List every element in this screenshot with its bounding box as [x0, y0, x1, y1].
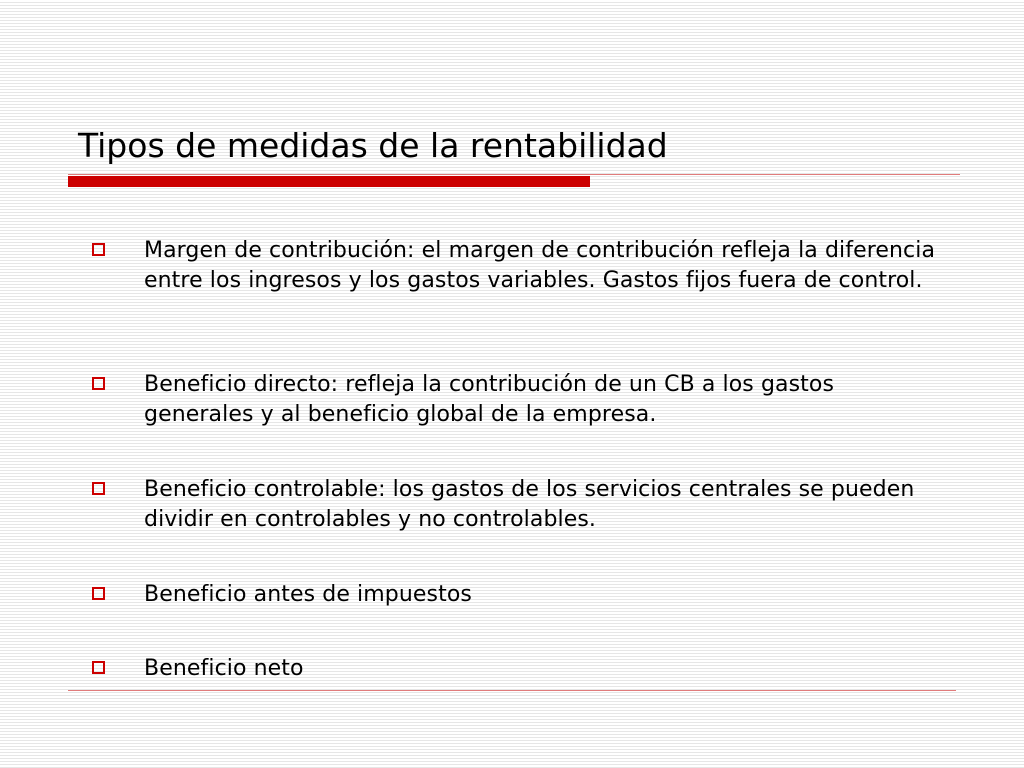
hollow-square-icon	[92, 377, 105, 390]
hollow-square-icon	[92, 661, 105, 674]
hollow-square-icon	[92, 243, 105, 256]
bullet-text: Margen de contribución: el margen de contribución refleja la diferencia entre los ingresos y los gastos variables. Gastos fijos fuera de control.	[144, 238, 936, 293]
bullet-text: Beneficio antes de impuestos	[144, 582, 472, 607]
hollow-square-icon	[92, 482, 105, 495]
bullet-text: Beneficio controlable: los gastos de los servicios centrales se pueden dividir en controlables y no controlables.	[144, 477, 915, 532]
title-underline-accent	[68, 176, 590, 187]
bullet-text: Beneficio directo: refleja la contribución de un CB a los gastos generales y al beneficio global de la empresa.	[144, 372, 835, 427]
footer-divider	[68, 690, 956, 691]
title-underline-thin	[68, 174, 960, 175]
hollow-square-icon	[92, 587, 105, 600]
slide-title: Tipos de medidas de la rentabilidad	[78, 126, 668, 165]
bullet-text: Beneficio neto	[144, 656, 304, 681]
